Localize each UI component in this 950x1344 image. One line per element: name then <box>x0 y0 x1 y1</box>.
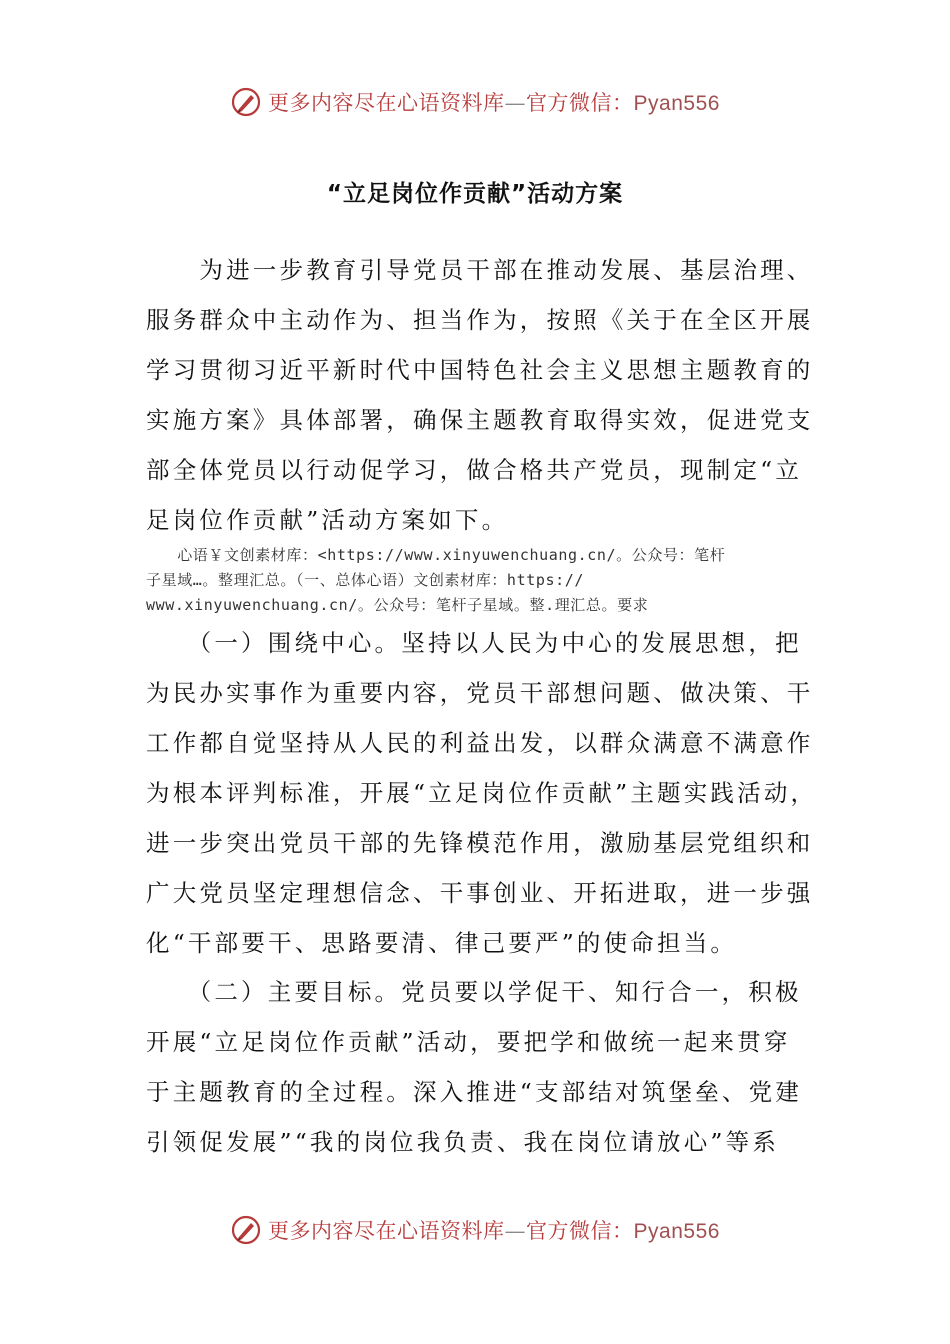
pen-circle-logo-icon <box>230 86 262 118</box>
text-line: 部全体党员以行动促学习，做合格共产党员，现制定“立 <box>146 456 803 484</box>
note-line: www.xinyuwenchuang.cn/。公众号：笔杆子星域。整.理汇总。要求 <box>146 596 649 614</box>
text-line: 为民办实事作为重要内容，党员干部想问题、做决策、干 <box>146 679 814 707</box>
pen-circle-logo-icon <box>230 1214 262 1246</box>
text-line: 实施方案》具体部署，确保主题教育取得实效，促进党支 <box>146 406 814 434</box>
text-line: 为根本评判标准，开展“立足岗位作贡献”主题实践活动， <box>146 779 818 807</box>
banner-text: 更多内容尽在心语资料库—官方微信：Pyan556 <box>268 91 720 115</box>
text-line: 于主题教育的全过程。深入推进“支部结对筑堡垒、党建 <box>146 1078 803 1106</box>
section-one-paragraph <box>146 618 818 968</box>
note-line: 子星域…。整理汇总。（一、总体心语）文创素材库：https:// <box>146 571 584 589</box>
text-line: （一）围绕中心。坚持以人民为中心的发展思想，把 <box>146 629 802 657</box>
banner-text: 更多内容尽在心语资料库—官方微信：Pyan556 <box>268 1219 720 1243</box>
text-line: 工作都自觉坚持从人民的利益出发，以群众满意不满意作 <box>146 729 814 757</box>
intro-paragraph <box>146 245 814 545</box>
section-two-paragraph <box>146 967 806 1167</box>
text-line: 服务群众中主动作为、担当作为，按照《关于在全区开展 <box>146 306 814 334</box>
text-line: 开展“立足岗位作贡献”活动，要把学和做统一起来贯穿 <box>146 1028 791 1056</box>
text-line: 为进一步教育引导党员干部在推动发展、基层治理、 <box>146 256 814 284</box>
text-line: 足岗位作贡献”活动方案如下。 <box>146 506 509 534</box>
header-banner <box>0 82 950 122</box>
document-title: “立足岗位作贡献”活动方案 <box>326 181 624 207</box>
text-line: 进一步突出党员干部的先锋模范作用，激励基层党组织和 <box>146 829 814 857</box>
note-line: 心语￥文创素材库：<https://www.xinyuwenchuang.cn/。公众号：笔杆 <box>146 546 726 564</box>
source-note <box>146 543 816 618</box>
text-line: 广大党员坚定理想信念、干事创业、开拓进取，进一步强 <box>146 879 814 907</box>
text-line: 学习贯彻习近平新时代中国特色社会主义思想主题教育的 <box>146 356 814 384</box>
footer-banner <box>0 1210 950 1250</box>
text-line: 引领促发展”“我的岗位我负责、我在岗位请放心”等系 <box>146 1128 780 1156</box>
text-line: 化“干部要干、思路要清、律己要严”的使命担当。 <box>146 929 738 957</box>
text-line: （二）主要目标。党员要以学促干、知行合一，积极 <box>146 978 802 1006</box>
